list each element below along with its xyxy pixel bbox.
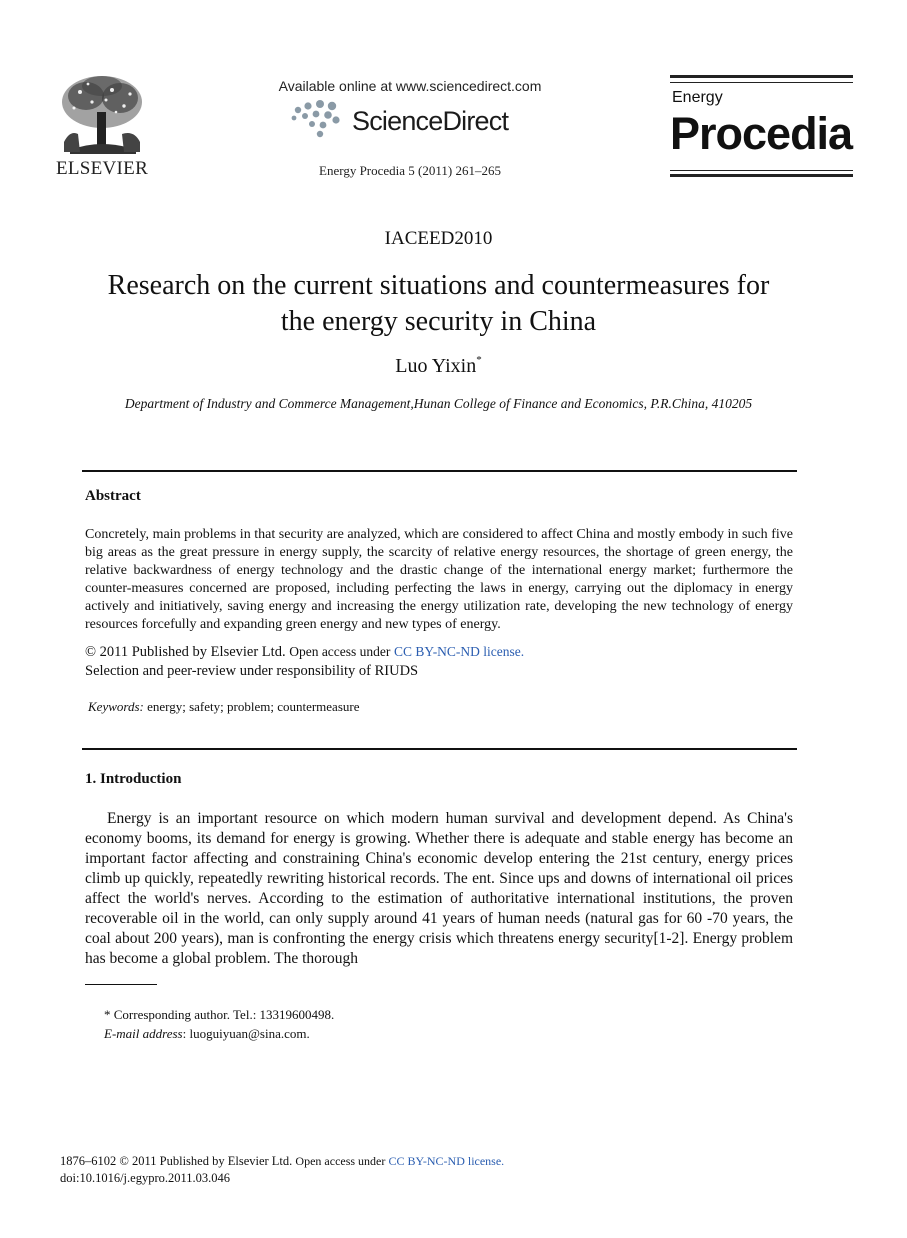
- title-line: the energy security in China: [280, 306, 597, 337]
- email-label: E-mail address: [104, 1026, 183, 1041]
- journal-reference: Energy Procedia 5 (2011) 261–265: [319, 163, 501, 178]
- introduction-body: Energy is an important resource on which modern human survival and development depend. As China's economy booms, its demand for energy is growing. Whether there is adequate and stable energy has become an important factor affecting and constraining China's economic develop entering the 21st century, energy prices climb up quickly, repeatedly rewriting historical records. The ent. Since ups and downs of international oil prices affect the world's nerves. According to the estimation of authoritative international institutions, the proven recoverable oil in the world, can only supply around 41 years of human needs (natural gas for 60 -70 years, the coal about 200 years), man is confronting the energy crisis which threatens energy security[1-2]. Energy problem has become a global problem. The thorough: [85, 810, 793, 967]
- author-footnote-mark[interactable]: *: [476, 354, 482, 366]
- elsevier-tree-icon: [50, 72, 154, 158]
- available-online-text[interactable]: Available online at www.sciencedirect.com: [278, 78, 542, 94]
- doi-line[interactable]: doi:10.1016/j.egypro.2011.03.046: [60, 1171, 231, 1185]
- elsevier-logo: [50, 72, 154, 182]
- conference-name: IACEED2010: [384, 228, 493, 249]
- affiliation: Department of Industry and Commerce Management,Hunan College of Finance and Economics, P.R.China, 410205: [124, 396, 753, 411]
- sciencedirect-wordmark: ScienceDirect: [352, 106, 509, 136]
- footnote-rule: [85, 984, 157, 985]
- keywords-line: [88, 699, 359, 715]
- peer-review-line: Selection and peer-review under responsibility of RIUDS: [85, 663, 419, 679]
- footer-license-link[interactable]: CC BY-NC-ND license.: [388, 1154, 505, 1168]
- introduction-heading: 1. Introduction: [85, 771, 182, 787]
- divider-bottom: [82, 748, 797, 750]
- logo-rule-bottom: [670, 174, 853, 177]
- email-address[interactable]: : luoguiyuan@sina.com.: [182, 1026, 310, 1041]
- logo-energy-text: Energy: [672, 89, 723, 106]
- author-name: Luo Yixin: [395, 355, 477, 377]
- issn-line: [60, 1154, 504, 1169]
- elsevier-wordmark: ELSEVIER: [55, 158, 149, 179]
- logo-rule-top-thin: [670, 82, 853, 83]
- license-link[interactable]: CC BY-NC-ND license.: [394, 644, 525, 659]
- open-access-text: Open access under: [289, 644, 391, 659]
- author-line: [0, 354, 877, 378]
- logo-rule-top: [670, 75, 853, 78]
- logo-rule-bottom-thin: [670, 170, 853, 171]
- logo-procedia-text: Procedia: [670, 108, 853, 159]
- copyright-line: [85, 644, 524, 661]
- corresponding-author-footnote: * Corresponding author. Tel.: 13319600498.: [104, 1007, 335, 1022]
- copyright-text: © 2011 Published by Elsevier Ltd.: [85, 644, 286, 660]
- abstract-heading: Abstract: [85, 488, 141, 504]
- divider-top: [82, 470, 797, 472]
- paper-title: [60, 268, 817, 340]
- energy-procedia-logo: [670, 75, 853, 179]
- issn-text: 1876–6102 © 2011 Published by Elsevier Ltd.: [60, 1154, 293, 1168]
- footer-open-access-text: Open access under: [295, 1154, 386, 1168]
- keywords-list: energy; safety; problem; countermeasure: [143, 699, 360, 714]
- keywords-label: Keywords:: [88, 699, 144, 714]
- sciencedirect-dots-icon: [290, 98, 350, 142]
- sciencedirect-logo[interactable]: [290, 98, 540, 142]
- abstract-body: Concretely, main problems in that security are analyzed, which are considered to affect China and mostly embody in such five big areas as the great pressure in energy supply, the scarcity of relative energy resources, the shortage of green energy, the relative backwardness of energy technology and the drastic change of the international energy market; furthermore the counter-measures concerned are proposed, including perfecting the laws in energy, carrying out the diplomacy in energy actively and initiatively, saving energy and increasing the energy utilization rate, developing the new technology of energy resources forcefully and expanding green energy and new types of energy.: [85, 527, 793, 632]
- email-footnote: [104, 1026, 310, 1042]
- title-line: Research on the current situations and countermeasures for: [107, 270, 770, 301]
